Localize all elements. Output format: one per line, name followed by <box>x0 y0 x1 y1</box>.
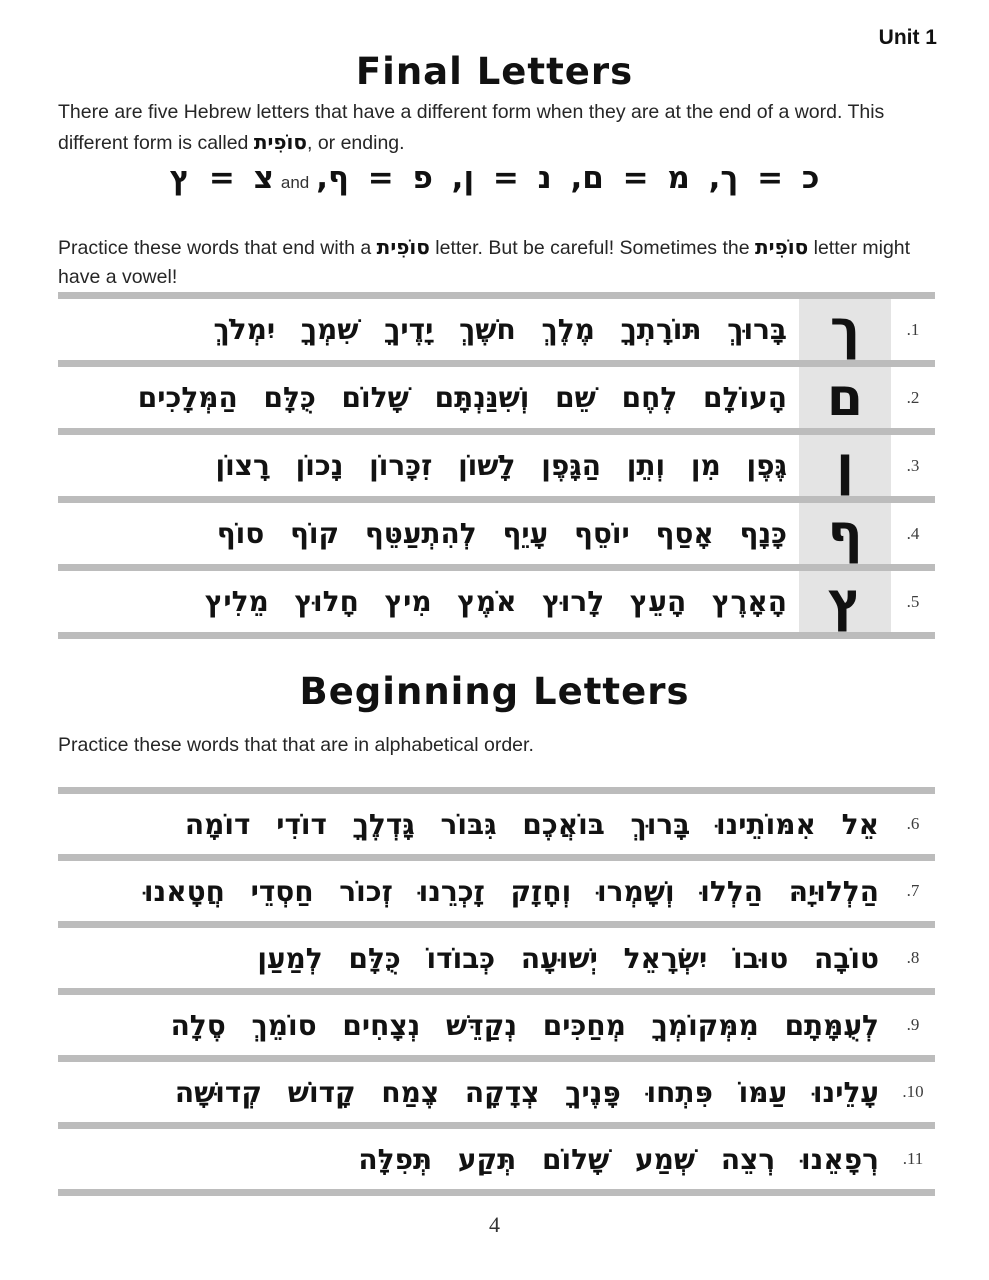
beginning-letters-title: Beginning Letters <box>299 670 690 713</box>
table-row <box>58 1129 935 1189</box>
table-row <box>58 503 935 564</box>
letter-equations <box>0 160 989 196</box>
row-words: טוֹבָה טוּבוֹ יִשְׂרָאֵל יְשׁוּעָה כְּבוֹדוֹ כֻּלָּם לְמַעַן <box>257 941 879 975</box>
alphabetical-paragraph: Practice these words that that are in alphabetical order. <box>58 734 534 756</box>
row-number: .2 <box>906 387 920 407</box>
divider-bar <box>58 1122 935 1129</box>
divider-bar <box>58 1055 935 1062</box>
table-row <box>58 794 935 854</box>
beginning-letters-table <box>58 787 935 1196</box>
row-number: .1 <box>906 319 920 339</box>
final-letter-box: ץ <box>799 571 891 632</box>
final-letter-box: ף <box>799 503 891 564</box>
table-row <box>58 928 935 988</box>
table-row <box>58 1062 935 1122</box>
practice-paragraph <box>58 232 944 293</box>
divider-bar <box>58 496 935 503</box>
intro-text-before: There are five Hebrew letters that have a different form when they are at the end of a word. This different form is called <box>58 101 885 155</box>
sofit-term: סוֹפִית <box>253 130 307 155</box>
row-words: גֶּפֶן מִן וְתֵן הַגָּפֶן לָשׁוֹן זִכָּרוֹן נָכוֹן רָצוֹן <box>215 449 787 482</box>
table-row <box>58 571 935 632</box>
final-letter-box: ך <box>799 299 891 360</box>
practice-text-middle: letter. But be careful! Sometimes the <box>429 237 756 259</box>
final-letter-box: ם <box>799 367 891 428</box>
row-number: .4 <box>906 523 920 543</box>
divider-bar <box>58 854 935 861</box>
row-words: הַלְלוּיָהּ הַלְלוּ וְשָׁמְרוּ וְחָזָק זָכְרֵנוּ זְכוֹר חַסְדֵי חֲטָאנוּ <box>143 874 879 908</box>
table-row <box>58 299 935 360</box>
equation-and-word: and <box>280 173 310 192</box>
row-words: אֵל אִמּוֹתֵינוּ בָּרוּךְ בּוֹאֲכֶם גִּבּוֹר גָּדְלֶךָ דוֹדִי דוֹמָה <box>184 807 879 841</box>
sofit-term: סוֹפִית <box>755 235 809 259</box>
divider-bar <box>58 564 935 571</box>
practice-text-after: letter might have a vowel! <box>58 237 911 289</box>
table-row <box>58 861 935 921</box>
row-words: כָּנָף אָסַף יוֹסֵף עָיֵף לְהִתְעַטֵּף קוֹף סוֹף <box>216 517 787 550</box>
intro-paragraph <box>58 98 944 159</box>
divider-bar <box>58 787 935 794</box>
final-letter-box: ן <box>799 435 891 496</box>
table-row <box>58 995 935 1055</box>
row-words: עָלֵינוּ עַמּוֹ פִּתְחוּ פָּנֶיךָ צְדָקָה צֶמַח קָדוֹשׁ קְדוּשָׁה <box>174 1075 879 1109</box>
row-words: הָאָרֶץ הָעֵץ לָרוּץ אֹמֶץ מִיץ חָלוּץ מֵלִיץ <box>204 585 787 618</box>
table-row <box>58 435 935 496</box>
divider-bar <box>58 921 935 928</box>
row-words: רְפָאֵנוּ רְצֵה שְׁמַע שָׁלוֹם תְּקַע תְּפִלָּה <box>358 1142 879 1176</box>
table-row <box>58 367 935 428</box>
row-words: הָעוֹלָם לֶחֶם שֵׁם וְשִׁנַּנְתָּם שָׁלוֹם כֻּלָּם הַמְּלָכִים <box>137 381 787 414</box>
row-number: .5 <box>906 591 920 611</box>
divider-bar <box>58 632 935 639</box>
page-number: 4 <box>489 1212 500 1237</box>
row-words: לְעֻמָּתָם מִמְּקוֹמְךָ מְחַכִּים נְקַדֵּשׁ נְצָחִים סוֹמֵךְ סֶלָה <box>170 1008 879 1042</box>
sofit-term: סוֹפִית <box>376 235 430 259</box>
divider-bar <box>58 360 935 367</box>
row-number: .9 <box>906 1015 920 1034</box>
final-letters-title: Final Letters <box>355 50 634 93</box>
intro-text-after: , or ending. <box>306 132 405 155</box>
divider-bar <box>58 292 935 299</box>
divider-bar <box>58 1189 935 1196</box>
practice-text-before: Practice these words that end with a <box>58 237 377 259</box>
equation-last-pair: צ = ץ <box>169 160 274 196</box>
equation-pairs: כ = ך, מ = ם, נ = ן, פ = ף, <box>316 160 820 196</box>
row-number: .10 <box>902 1082 924 1101</box>
unit-label: Unit 1 <box>878 26 937 49</box>
row-number: .8 <box>906 948 920 967</box>
row-number: .7 <box>906 881 920 900</box>
divider-bar <box>58 988 935 995</box>
row-number: .6 <box>906 814 920 833</box>
divider-bar <box>58 428 935 435</box>
final-letters-table <box>58 292 935 639</box>
row-number: .11 <box>902 1149 924 1168</box>
row-number: .3 <box>906 455 920 475</box>
row-words: בָּרוּךְ תּוֹרָתְךָ מֶלֶךְ חשֶׁךְ יָדֶיךָ שִׁמְךָ יִמְלֹךְ <box>213 313 787 346</box>
